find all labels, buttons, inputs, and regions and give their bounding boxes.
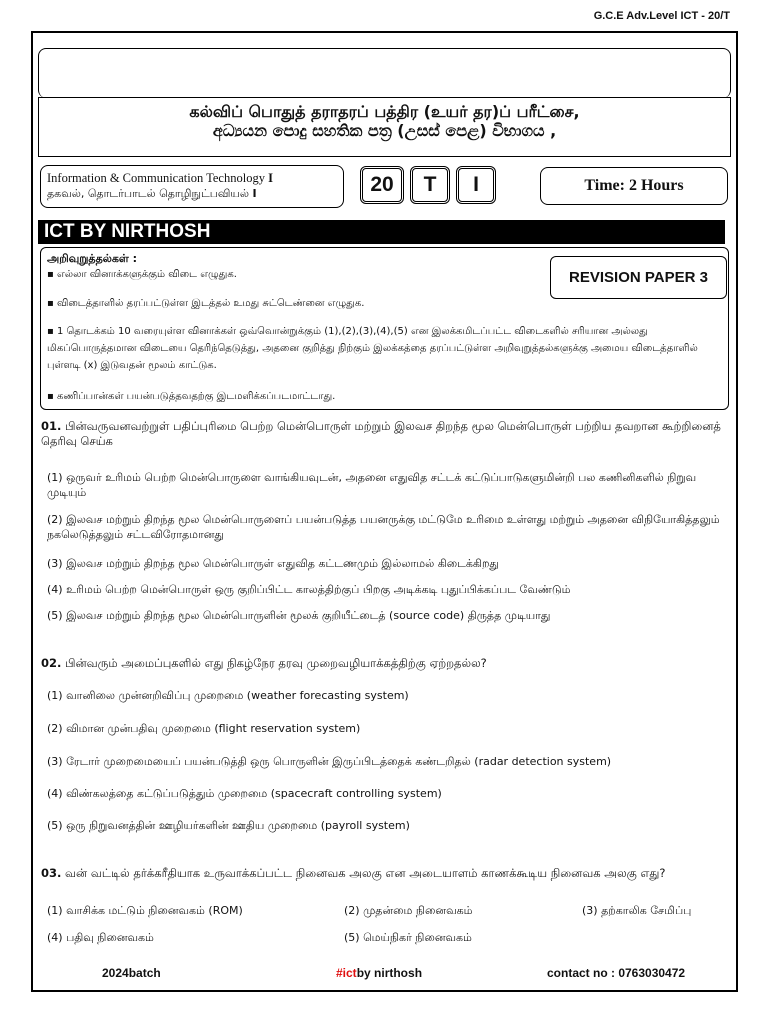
q1-option-2: (2) இலவச மற்றும் திறந்த மூல மென்பொருளைப் பயன்படுத்த பயனருக்கு மட்டுமே உரிமை உள்ளது மற்றும் அதனை விநியோகித்தலும் நகலெடுத்தலும் சட்டவிரோதமானது	[47, 513, 720, 541]
time-box	[540, 167, 728, 205]
question-1: 01. பின்வருவனவற்றுள் பதிப்புரிமை பெற்ற மென்பொருள் மற்றும் இலவச திறந்த மூல மென்பொருள் பற்றிய தவறான கூற்றினைத் தெரிவு செய்க	[41, 419, 721, 448]
code-box-20	[360, 166, 404, 204]
footer-hashtag: #ict	[336, 966, 357, 980]
code-20: 20	[370, 173, 394, 196]
q2-option-5: (5) ஒரு நிறுவனத்தின் ஊழியர்களின் ஊதிய முறைமை (payroll system)	[47, 819, 410, 832]
subject-tamil: தகவல், தொடர்பாடல் தொழிநுட்பவியல்	[47, 187, 249, 200]
subject-english-num: I	[268, 171, 273, 185]
code-box-t	[410, 166, 450, 204]
instructions-heading: அறிவுறுத்தல்கள் :	[47, 252, 138, 265]
question-2: 02. பின்வரும் அமைப்புகளில் எது நிகழ்நேர தரவு முறைவழியாக்கத்திற்கு ஏற்றதல்ல?	[41, 656, 487, 670]
header-blank-box	[38, 48, 731, 98]
revision-label: REVISION PAPER 3	[569, 269, 708, 286]
instruction-item: ▪ கணிப்பான்கள் பயன்படுத்தவதற்கு இடமளிக்கப்படமாட்டாது.	[47, 391, 336, 402]
question-3: 03. வன் வட்டில் தர்க்கரீதியாக உருவாக்கப்பட்ட நினைவக அலகு என அடையாளம் காணக்கூடிய நினைவக அலகு எது?	[41, 866, 666, 880]
code-i: I	[473, 173, 479, 196]
footer-batch: 2024batch	[102, 966, 161, 980]
q1-option-4: (4) உரிமம் பெற்ற மென்பொருள் ஒரு குறிப்பிட்ட காலத்திற்குப் பிறகு அடிக்கடி புதுப்பிக்கப்பட வேண்டும்	[47, 583, 571, 596]
q2-option-4: (4) விண்கலத்தை கட்டுப்படுத்தும் முறைமை (spacecraft controlling system)	[47, 787, 442, 800]
q1-option-3: (3) இலவச மற்றும் திறந்த மூல மென்பொருள் எதுவித கட்டணமும் இல்லாமல் கிடைக்கிறது	[47, 557, 499, 570]
q3-option-3: (3) தற்காலிக சேமிப்பு	[582, 904, 692, 917]
instruction-item: ▪ எல்லா வினாக்களுக்கும் விடை எழுதுக.	[47, 269, 237, 280]
paper-code: G.C.E Adv.Level ICT - 20/T	[593, 10, 730, 22]
revision-badge	[550, 256, 727, 299]
subject-tamil-num: I	[252, 187, 257, 200]
subject-english: Information & Communication Technology	[47, 171, 265, 185]
q1-option-1: (1) ஒருவர் உரிமம் பெற்ற மென்பொருளை வாங்கியவுடன், அதனை எதுவித சட்டக் கட்டுப்பாடுகளுமின்றி பல கணினிகளில் நிறுவ முடியும்	[47, 471, 697, 499]
q2-option-2: (2) விமான முன்பதிவு முறைமை (flight reservation system)	[47, 722, 361, 735]
time-label: Time: 2 Hours	[584, 177, 684, 194]
footer-contact: contact no : 0763030472	[547, 966, 686, 980]
exam-title-box	[38, 97, 731, 157]
banner: ICT BY NIRTHOSH	[38, 220, 725, 244]
q3-option-1: (1) வாசிக்க மட்டும் நினைவகம் (ROM)	[47, 904, 243, 917]
instruction-item: ▪ விடைத்தாளில் தரப்பட்டுள்ள இடத்தல் உமது சுட்டெண்னை எழுதுக.	[47, 298, 365, 309]
subject-box	[40, 165, 344, 208]
q2-option-3: (3) ரேடார் முறைமையைப் பயன்படுத்தி ஒரு பொருளின் இருப்பிடத்தைக் கண்டறிதல் (radar detection system)	[47, 755, 612, 768]
instruction-item: ▪ 1 தொடக்கம் 10 வரையுள்ள வினாக்கள் ஒவ்வொன்றுக்கும் (1),(2),(3),(4),(5) என இலக்கமிடப்பட்ட விடைகளில் சரியான அல்லது மிகப்பொருத்தமான விடையை தெரிந்தெடுத்து, அதனை குறித்து நிற்கும் இலக்கத்தை தரப்பட்டுள்ள அறிவுறுத்தல்களுக்கு அமைய விடைத்தாளில் புள்ளடி (x) இடுவதன் மூலம் காட்டுக.	[47, 326, 698, 371]
exam-title-sinhala: අධ්‍යයන පොදු සහතික පත්‍ර (උසස් පෙළ) විභාගය ,	[212, 121, 557, 140]
code-t: T	[423, 173, 437, 196]
footer-tag	[336, 966, 422, 980]
q3-option-2: (2) முதன்மை நினைவகம்	[344, 904, 473, 917]
code-box-i	[456, 166, 496, 204]
q1-option-5: (5) இலவச மற்றும் திறந்த மூல மென்பொருளின் மூலக் குறியீட்டைத் (source code) திருத்த முடியாது	[47, 609, 551, 622]
footer-tag-rest: by nirthosh	[356, 966, 423, 980]
q3-option-4: (4) பதிவு நினைவகம்	[47, 931, 154, 944]
q3-option-5: (5) மெய்நிகர் நினைவகம்	[344, 931, 472, 944]
exam-title-tamil: கல்விப் பொதுத் தராதரப் பத்திர (உயர் தர)ப் பரீட்சை,	[189, 102, 580, 121]
q2-option-1: (1) வானிலை முன்னறிவிப்பு முறைமை (weather forecasting system)	[47, 689, 409, 702]
